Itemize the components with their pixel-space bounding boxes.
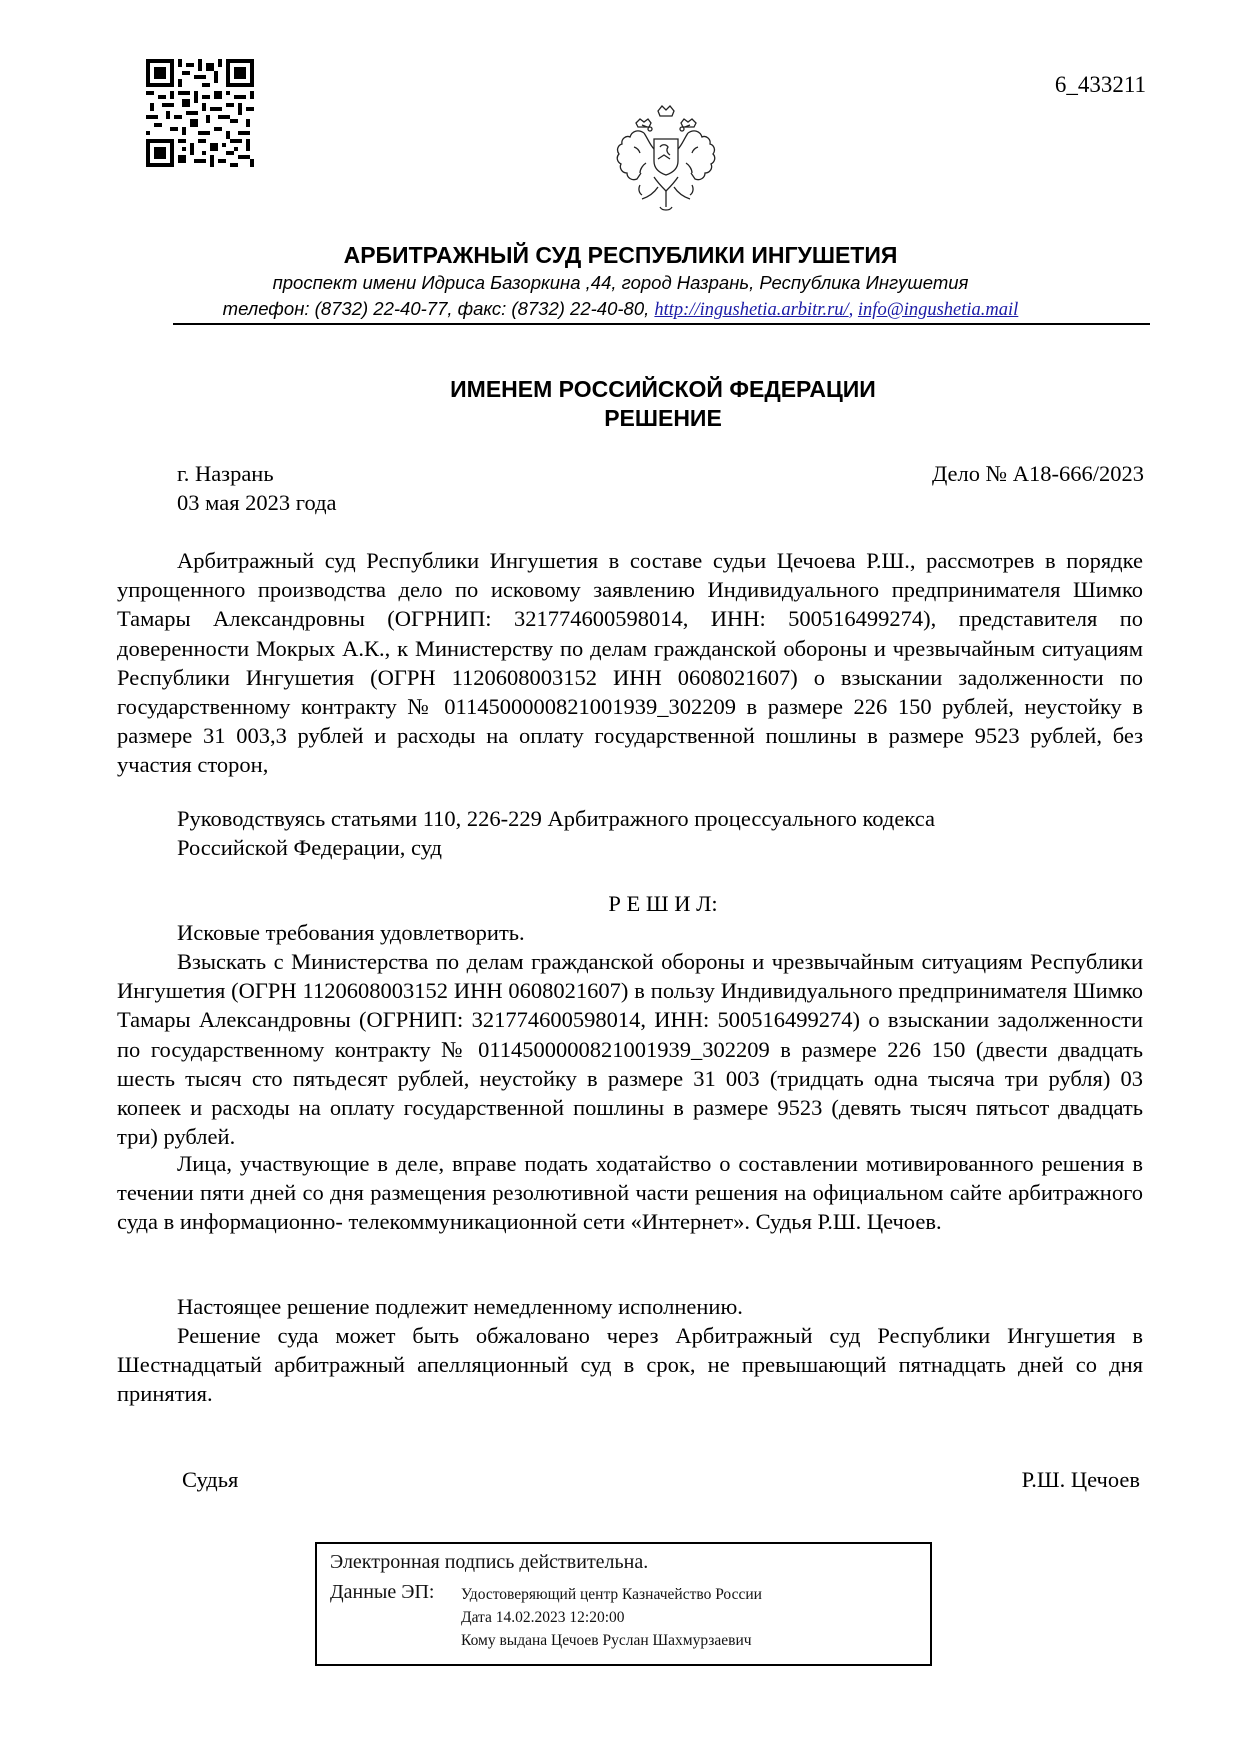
court-name: АРБИТРАЖНЫЙ СУД РЕСПУБЛИКИ ИНГУШЕТИЯ xyxy=(343,242,898,268)
e-signature-date: Дата 14.02.2023 12:20:00 xyxy=(461,1609,625,1626)
recover-paragraph: Взыскать с Министерства по делам гражданской обороны и чрезвычайным ситуациям Республики Ингушетия (ОГРН 1120608003152 ИНН 0608021607) в пользу Индивидуального предпринимателя Шимко Тамары Александровны (ОГРНИП: 321774600598014, ИНН: 500516499274) о взыскании задолженности по государственному контракту № 0114500000821001939_302209 в размере 226 150 (двести двадцать шесть тысяч сто пятьдесят рублей, неустойку в размере 31 003 (тридцать одна тысяча три рубля) 03 копеек и расходы на оплату государственной пошлины в размере 9523 (девять тысяч пятьсот двадцать три) рублей. xyxy=(117,949,1143,1150)
court-email-link[interactable]: info@ingushetia.mail xyxy=(857,300,1019,320)
document-number: 6_433211 xyxy=(1054,72,1146,97)
title-line-1: ИМЕНЕМ РОССИЙСКОЙ ФЕДЕРАЦИИ xyxy=(450,376,876,402)
city: г. Назрань xyxy=(177,461,274,486)
e-signature-issued-to: Кому выдана Цечоев Руслан Шахмурзаевич xyxy=(461,1632,752,1649)
contacts-phone-fax: телефон: (8732) 22-40-77, факс: (8732) 22-40-80, xyxy=(222,298,655,319)
contacts-separator: , xyxy=(848,300,858,320)
e-signature-label: Данные ЭП: xyxy=(330,1581,435,1603)
signature-name: Р.Ш. Цечоев xyxy=(1021,1467,1140,1492)
e-signature-valid: Электронная подпись действительна. xyxy=(330,1551,649,1573)
guided-line-1: Руководствуясь статьями 110, 226-229 Арбитражного процессуального кодекса xyxy=(177,806,935,831)
decision-date: 03 мая 2023 года xyxy=(177,490,337,515)
header-rule xyxy=(173,323,1150,325)
immediate-execution-line: Настоящее решение подлежит немедленному исполнению. xyxy=(177,1294,743,1319)
parties-paragraph: Лица, участвующие в деле, вправе подать ходатайство о составлении мотивированного решения в течении пяти дней со дня размещения резолютивной части решения на официальном сайте арбитражного суда в информационно- телекоммуникационной сети «Интернет». Судья Р.Ш. Цечоев. xyxy=(117,1151,1143,1235)
court-contacts xyxy=(0,298,1241,321)
coat-of-arms-emblem xyxy=(614,103,718,220)
court-address: проспект имени Идриса Базоркина ,44, город Назрань, Республика Ингушетия xyxy=(272,272,969,293)
qr-code xyxy=(146,59,254,167)
signature-role: Судья xyxy=(182,1467,239,1492)
intro-paragraph: Арбитражный суд Республики Ингушетия в составе судьи Цечоева Р.Ш., рассмотрев в порядке упрощенного производства дело по исковому заявлению Индивидуального предпринимателя Шимко Тамары Александровны (ОГРНИП: 321774600598014, ИНН: 500516499274), представителя по доверенности Мокрых А.К., к Министерству по делам гражданской обороны и чрезвычайным ситуациям Республики Ингушетия (ОГРН 1120608003152 ИНН 0608021607) о взыскании задолженности по государственному контракту № 0114500000821001939_302209 в размере 226 150 рублей, неустойку в размере 31 003,3 рублей и расходы на оплату государственной пошлины в размере 9523 рублей, без участия сторон, xyxy=(117,548,1143,778)
appeal-paragraph: Решение суда может быть обжаловано через Арбитражный суд Республики Ингушетия в Шестнадцатый арбитражный апелляционный суд в срок, не превышающий пятнадцать дней со дня принятия. xyxy=(117,1323,1143,1407)
guided-line-2: Российской Федерации, суд xyxy=(177,835,442,860)
e-signature-issuer: Удостоверяющий центр Казначейство России xyxy=(461,1586,762,1603)
court-website-link[interactable]: http://ingushetia.arbitr.ru/ xyxy=(654,300,849,320)
decided-heading: Р Е Ш И Л: xyxy=(608,891,718,916)
title-line-2: РЕШЕНИЕ xyxy=(604,405,722,431)
claims-line: Исковые требования удовлетворить. xyxy=(177,920,525,945)
case-number: Дело № А18-666/2023 xyxy=(931,461,1144,486)
